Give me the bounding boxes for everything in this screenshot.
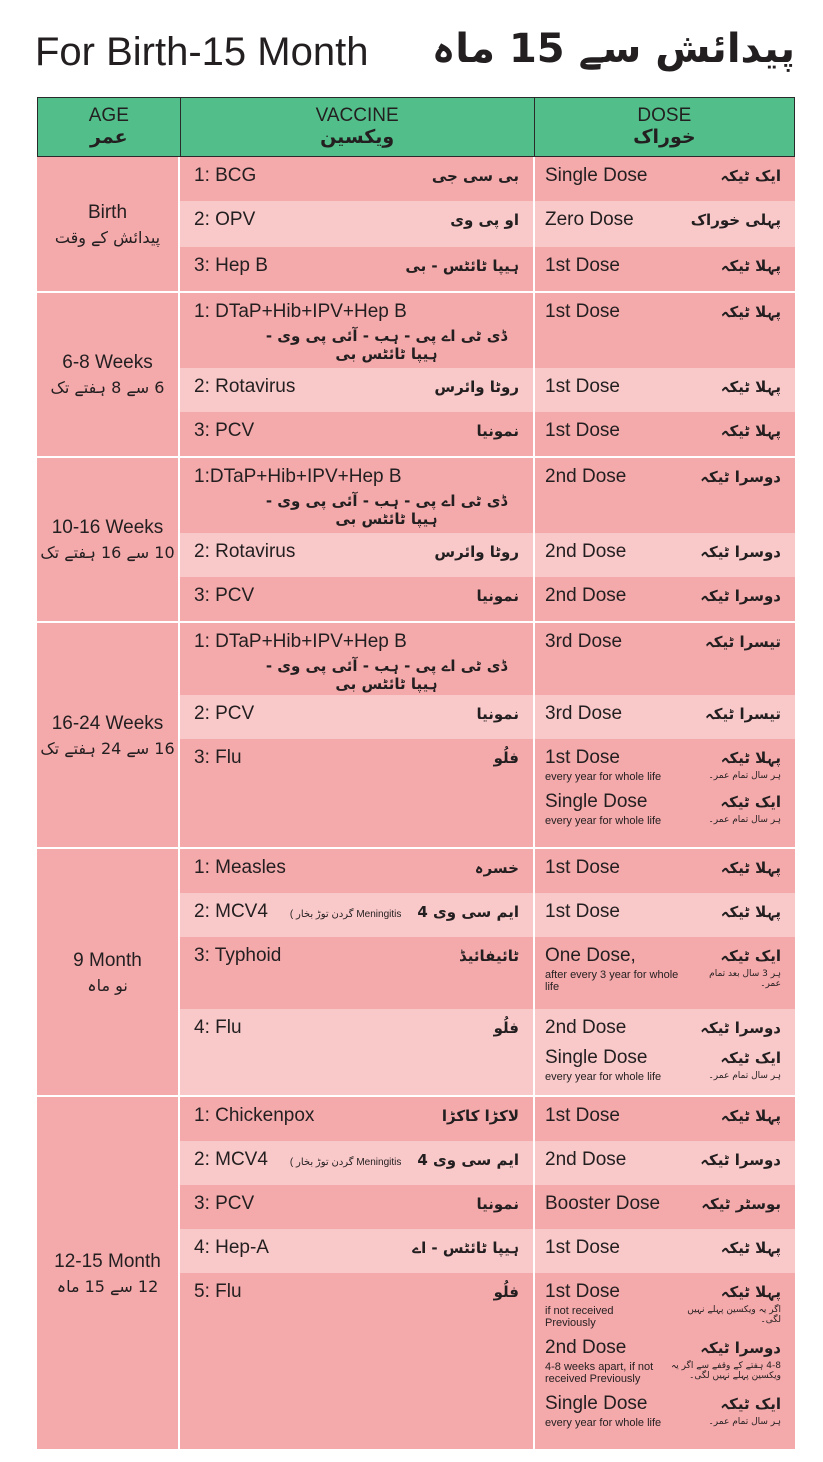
dose-label: 1st Dose xyxy=(545,857,620,878)
age-label-urdu: پیدائش کے وقت xyxy=(54,227,161,247)
vaccine-cell xyxy=(180,1229,535,1273)
vaccine-note: ( گردن توڑ بخار Meningitis xyxy=(289,909,402,920)
age-group xyxy=(37,157,795,293)
vaccine-cell xyxy=(180,458,535,533)
vaccine-cell xyxy=(180,368,535,412)
age-label: 10-16 Weeks xyxy=(51,517,164,538)
age-cell xyxy=(37,458,180,621)
dose-note: every year for whole life xyxy=(545,1417,662,1429)
dose-label-urdu: پہلا ٹیکہ xyxy=(720,1283,781,1301)
table-row xyxy=(180,412,795,456)
table-row xyxy=(180,893,795,937)
vaccine-name-urdu: روٹا وائرس xyxy=(434,378,519,396)
age-cell xyxy=(37,293,180,456)
vaccine-name-urdu: بی سی جی xyxy=(431,167,519,185)
dose-label-urdu: پہلا ٹیکہ xyxy=(720,903,781,921)
vaccine-name-urdu: نمونیا xyxy=(476,422,519,440)
table-row xyxy=(180,1229,795,1273)
dose-label-urdu: دوسرا ٹیکہ xyxy=(700,1019,781,1037)
dose-label: 2nd Dose xyxy=(545,585,627,606)
vaccine-name: 3: Typhoid xyxy=(194,945,282,966)
dose-note-urdu: ہر 3 سال بعد تمام عمر۔ xyxy=(709,969,781,989)
table-row xyxy=(180,1009,795,1095)
table-row xyxy=(180,1141,795,1185)
page-title-urdu: پیدائش سے 15 ماہ xyxy=(431,26,795,72)
age-group xyxy=(37,849,795,1097)
header-vaccine xyxy=(181,98,535,156)
age-label: Birth xyxy=(87,201,128,223)
dose-note: every year for whole life xyxy=(545,771,662,783)
dose-cell xyxy=(535,937,795,1009)
dose-cell xyxy=(535,1229,795,1273)
dose-label-urdu: ایک ٹیکہ xyxy=(720,1395,781,1413)
dose-note-urdu: ہر سال تمام عمر۔ xyxy=(708,815,781,825)
dose-label: 1st Dose xyxy=(545,1281,620,1302)
vaccine-cell xyxy=(180,157,535,201)
dose-label-urdu: تیسرا ٹیکہ xyxy=(705,633,781,651)
vaccine-name-urdu: نمونیا xyxy=(476,1195,519,1213)
dose-label: 1st Dose xyxy=(545,255,620,276)
vaccine-name: 4: Hep-A xyxy=(194,1237,269,1258)
header-vaccine-label-urdu: ویکسین xyxy=(320,126,395,148)
vaccine-cell xyxy=(180,623,535,695)
age-cell xyxy=(37,849,180,1095)
age-label-urdu: 12 سے 15 ماہ xyxy=(56,1276,159,1296)
dose-label: 1st Dose xyxy=(545,901,620,922)
vaccine-name: 2: PCV xyxy=(194,703,255,724)
vaccine-schedule-table xyxy=(37,97,795,1451)
dose-label: Single Dose xyxy=(545,791,648,812)
vaccine-name-urdu: فلُو xyxy=(493,1283,519,1301)
table-row xyxy=(180,1097,795,1141)
dose-label: Single Dose xyxy=(545,1047,648,1068)
vaccine-cell xyxy=(180,937,535,1009)
age-group xyxy=(37,458,795,623)
vaccine-cell xyxy=(180,247,535,291)
dose-cell xyxy=(535,695,795,739)
vaccine-name: 3: Hep B xyxy=(194,255,268,276)
dose-label-urdu: پہلی خوراک xyxy=(690,211,781,229)
dose-label: 3rd Dose xyxy=(545,631,623,652)
vaccine-cell xyxy=(180,849,535,893)
vaccine-cell xyxy=(180,293,535,368)
vaccine-name-urdu: او پی وی xyxy=(450,211,519,229)
age-label-urdu: 6 سے 8 ہفتے تک xyxy=(50,378,165,397)
dose-label-urdu: پہلا ٹیکہ xyxy=(720,422,781,440)
table-row xyxy=(180,247,795,291)
dose-cell xyxy=(535,1009,795,1095)
dose-note: 4-8 weeks apart, if not received Previously xyxy=(545,1361,654,1385)
vaccine-name-urdu: ہیپا ٹائٹس - بی xyxy=(405,257,519,275)
dose-cell xyxy=(535,893,795,937)
age-group xyxy=(37,623,795,849)
dose-label-urdu: دوسرا ٹیکہ xyxy=(700,1151,781,1169)
age-label-urdu: نو ماہ xyxy=(87,975,128,995)
vaccine-cell xyxy=(180,739,535,847)
table-row xyxy=(180,577,795,621)
dose-label: 2nd Dose xyxy=(545,1017,627,1038)
age-group xyxy=(37,293,795,458)
dose-cell xyxy=(535,458,795,533)
vaccine-name: 5: Flu xyxy=(194,1281,242,1302)
dose-cell xyxy=(535,201,795,247)
vaccine-name: 4: Flu xyxy=(194,1017,242,1038)
vaccine-cell xyxy=(180,893,535,937)
vaccine-name-urdu: ایم سی وی 4 xyxy=(417,1151,519,1169)
vaccine-name: 3: Flu xyxy=(194,747,242,768)
dose-label-urdu: ایک ٹیکہ xyxy=(720,947,781,965)
table-row xyxy=(180,695,795,739)
dose-label: 1st Dose xyxy=(545,420,620,441)
vaccine-name: 1: DTaP+Hib+IPV+Hep B xyxy=(194,631,407,652)
vaccine-cell xyxy=(180,695,535,739)
vaccine-cell xyxy=(180,1097,535,1141)
age-label-urdu: 16 سے 24 ہفتے تک xyxy=(40,738,175,758)
vaccine-name-urdu: لاکڑا کاکڑا xyxy=(441,1107,519,1125)
age-cell xyxy=(37,1097,180,1449)
vaccine-cell xyxy=(180,1141,535,1185)
dose-label-urdu: تیسرا ٹیکہ xyxy=(705,705,781,723)
header-dose-label-urdu: خوراک xyxy=(633,126,696,148)
dose-note-urdu: 4-8 ہفتے کے وقفے سے اگر یہ ویکسین پہلے نہیں لگی۔ xyxy=(670,1361,781,1381)
dose-cell xyxy=(535,739,795,847)
dose-label: 1st Dose xyxy=(545,376,620,397)
vaccine-name: 1: Measles xyxy=(194,857,286,878)
dose-cell xyxy=(535,1097,795,1141)
dose-label-urdu: ایک ٹیکہ xyxy=(720,167,781,185)
dose-note: every year for whole life xyxy=(545,1071,662,1083)
dose-note-urdu: ہر سال تمام عمر۔ xyxy=(708,771,781,781)
dose-label-urdu: دوسرا ٹیکہ xyxy=(700,587,781,605)
dose-cell xyxy=(535,623,795,695)
table-row xyxy=(180,1185,795,1229)
table-row xyxy=(180,739,795,847)
header-age xyxy=(38,98,181,156)
vaccine-name: 2: Rotavirus xyxy=(194,541,296,562)
dose-note-urdu: ہر سال تمام عمر۔ xyxy=(708,1417,781,1427)
vaccine-name-urdu: ہیپا ٹائٹس - اے xyxy=(412,1239,519,1257)
dose-note-urdu: اگر یہ ویکسین پہلے نہیں لگی۔ xyxy=(687,1305,781,1325)
table-row xyxy=(180,368,795,412)
dose-label-urdu: پہلا ٹیکہ xyxy=(720,303,781,321)
dose-label: 1st Dose xyxy=(545,301,620,322)
dose-label: Single Dose xyxy=(545,165,648,186)
dose-label-urdu: ایک ٹیکہ xyxy=(720,793,781,811)
vaccine-name-urdu: ایم سی وی 4 xyxy=(417,903,519,921)
dose-cell xyxy=(535,1273,795,1449)
dose-cell xyxy=(535,157,795,201)
header-vaccine-label: VACCINE xyxy=(315,105,399,126)
vaccine-note: ( گردن توڑ بخار Meningitis xyxy=(289,1157,402,1168)
table-row xyxy=(180,849,795,893)
vaccine-name-urdu: نمونیا xyxy=(476,705,519,723)
vaccine-cell xyxy=(180,1273,535,1449)
vaccine-name-urdu: نمونیا xyxy=(476,587,519,605)
dose-cell xyxy=(535,533,795,577)
dose-label: 2nd Dose xyxy=(545,541,627,562)
header-dose xyxy=(535,98,794,156)
table-row xyxy=(180,293,795,368)
vaccine-name: 3: PCV xyxy=(194,585,255,606)
vaccine-name: 1: BCG xyxy=(194,165,257,186)
vaccine-name: 1:DTaP+Hib+IPV+Hep B xyxy=(194,466,402,487)
vaccine-name-urdu: ڈی ٹی اے پی - ہب - آئی پی وی - ہیپا ٹائٹس بی xyxy=(265,327,508,363)
dose-cell xyxy=(535,412,795,456)
age-group xyxy=(37,1097,795,1451)
table-header xyxy=(37,97,795,157)
dose-label: 3rd Dose xyxy=(545,703,623,724)
dose-cell xyxy=(535,368,795,412)
dose-note-urdu: ہر سال تمام عمر۔ xyxy=(708,1071,781,1081)
vaccine-cell xyxy=(180,1009,535,1095)
age-cell xyxy=(37,623,180,847)
vaccine-cell xyxy=(180,201,535,247)
age-label: 16-24 Weeks xyxy=(51,712,164,734)
table-body xyxy=(37,157,795,1451)
vaccine-name-urdu: ڈی ٹی اے پی - ہب - آئی پی وی - ہیپا ٹائٹس بی xyxy=(265,657,508,693)
age-label: 12-15 Month xyxy=(54,1250,161,1272)
dose-cell xyxy=(535,577,795,621)
table-row xyxy=(180,157,795,201)
vaccine-name: 2: OPV xyxy=(194,209,256,230)
vaccine-name: 3: PCV xyxy=(194,1193,255,1214)
table-row xyxy=(180,937,795,1009)
dose-label: 1st Dose xyxy=(545,1237,620,1258)
vaccine-name-urdu: خسرہ xyxy=(474,859,519,877)
dose-label-urdu: دوسرا ٹیکہ xyxy=(700,468,781,486)
dose-label: Booster Dose xyxy=(545,1193,661,1214)
dose-label-urdu: بوسٹر ٹیکہ xyxy=(701,1195,781,1213)
dose-note: every year for whole life xyxy=(545,815,662,827)
header-age-label: AGE xyxy=(88,105,129,126)
dose-label-urdu: پہلا ٹیکہ xyxy=(720,749,781,767)
dose-cell xyxy=(535,849,795,893)
dose-label: Zero Dose xyxy=(545,209,634,230)
page-title: For Birth-15 Month xyxy=(35,30,369,74)
dose-label: 1st Dose xyxy=(545,1105,620,1126)
dose-label: 1st Dose xyxy=(545,747,620,768)
table-row xyxy=(180,623,795,695)
vaccine-name: 2: MCV4 xyxy=(194,1149,268,1170)
vaccine-cell xyxy=(180,412,535,456)
vaccine-cell xyxy=(180,533,535,577)
dose-label-urdu: دوسرا ٹیکہ xyxy=(700,543,781,561)
vaccine-cell xyxy=(180,1185,535,1229)
dose-note: after every 3 year for whole life xyxy=(545,969,679,993)
vaccine-name-urdu: ڈی ٹی اے پی - ہب - آئی پی وی - ہیپا ٹائٹس بی xyxy=(265,492,508,528)
dose-label: Single Dose xyxy=(545,1393,648,1414)
dose-cell xyxy=(535,1185,795,1229)
dose-label: 2nd Dose xyxy=(545,466,627,487)
vaccine-name-urdu: ٹائیفائیڈ xyxy=(459,947,519,965)
dose-label-urdu: ایک ٹیکہ xyxy=(720,1049,781,1067)
age-label-urdu: 10 سے 16 ہفتے تک xyxy=(40,543,175,562)
age-cell xyxy=(37,157,180,291)
vaccine-name: 1: DTaP+Hib+IPV+Hep B xyxy=(194,301,407,322)
table-row xyxy=(180,1273,795,1449)
dose-label: One Dose, xyxy=(545,945,636,966)
table-row xyxy=(180,533,795,577)
dose-cell xyxy=(535,1141,795,1185)
dose-cell xyxy=(535,247,795,291)
dose-cell xyxy=(535,293,795,368)
vaccine-name-urdu: روٹا وائرس xyxy=(434,543,519,561)
table-row xyxy=(180,201,795,247)
dose-label-urdu: پہلا ٹیکہ xyxy=(720,1239,781,1257)
vaccine-cell xyxy=(180,577,535,621)
vaccine-name: 1: Chickenpox xyxy=(194,1105,315,1126)
vaccine-name: 2: Rotavirus xyxy=(194,376,296,397)
vaccine-name: 3: PCV xyxy=(194,420,255,441)
dose-label: 2nd Dose xyxy=(545,1337,627,1358)
age-label: 6-8 Weeks xyxy=(62,352,153,373)
vaccine-name: 2: MCV4 xyxy=(194,901,268,922)
dose-label-urdu: پہلا ٹیکہ xyxy=(720,859,781,877)
dose-label-urdu: پہلا ٹیکہ xyxy=(720,378,781,396)
header-dose-label: DOSE xyxy=(637,105,692,126)
dose-label-urdu: دوسرا ٹیکہ xyxy=(700,1339,781,1357)
vaccine-name-urdu: فلُو xyxy=(493,749,519,767)
header-age-label-urdu: عمر xyxy=(90,126,128,148)
vaccine-name-urdu: فلُو xyxy=(493,1019,519,1037)
dose-label-urdu: پہلا ٹیکہ xyxy=(720,257,781,275)
dose-label: 2nd Dose xyxy=(545,1149,627,1170)
age-label: 9 Month xyxy=(73,949,142,971)
dose-label-urdu: پہلا ٹیکہ xyxy=(720,1107,781,1125)
dose-note: if not received Previously xyxy=(545,1305,614,1329)
table-row xyxy=(180,458,795,533)
